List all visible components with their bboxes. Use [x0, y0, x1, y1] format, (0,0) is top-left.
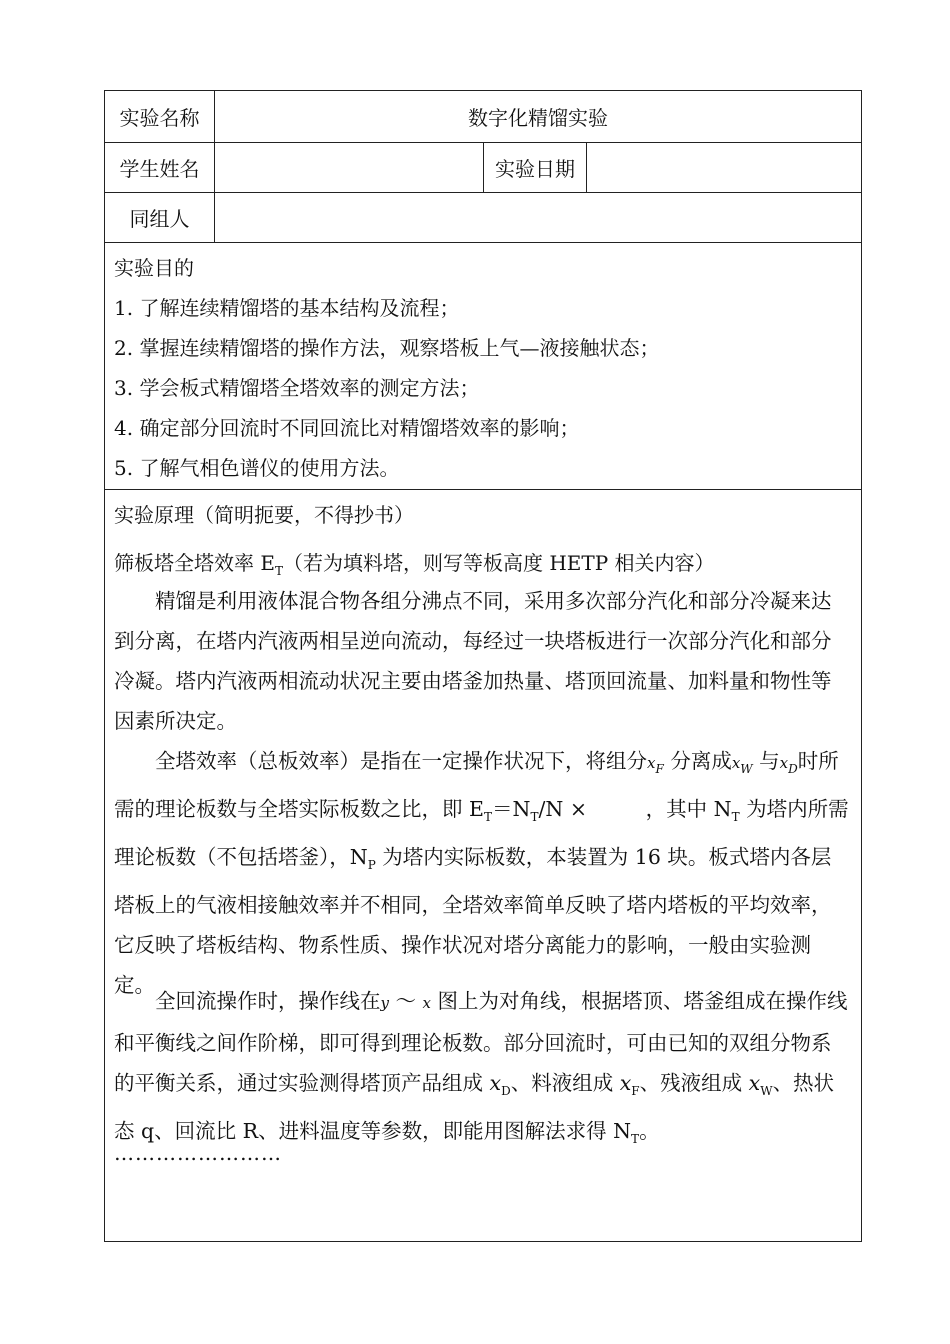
group-members-label: 同组人 [129, 207, 190, 231]
row-group-members [105, 193, 861, 243]
objective-item: 3. 学会板式精馏塔全塔效率的测定方法； [114, 376, 480, 400]
objectives-title: 实验目的 [114, 256, 194, 280]
experiment-name-value[interactable]: 数字化精馏实验 [214, 91, 861, 142]
section-objectives [105, 243, 861, 490]
experiment-report-form [104, 90, 862, 1242]
principle-subtitle: 筛板塔全塔效率 $E_T$（若为填料塔，则写等板高度 HETP 相关内容） [114, 551, 715, 578]
principle-paragraph-2: 全塔效率（总板效率）是指在一定操作状况下，将组分$x_F$ 分离成$x_W$ 与$x_D$时所需的理论板数与全塔实际板数之比，即 $E_T=N_T/N$ × ，其中 $N_T$ 为塔内所需理论板数（不包括塔釜），$N_P$ 为塔内实际板数，本装置为 16 块。板式塔内各层塔板上的气液相接触效率并不相同，全塔效率简单反映了塔内塔板的平均效率，它反映了塔板结构、物系性质、操作状况对塔分离能力的影响，一般由实验测定。 [114, 749, 849, 997]
principle-paragraph-3: 全回流操作时，操作线在y ～ x 图上为对角线，根据塔顶、塔釜组成在操作线和平衡线之间作阶梯，即可得到理论板数。部分回流时，可由已知的双组分物系的平衡关系，通过实验测得塔顶产品组成 $x_D$、料液组成 $x_F$、残液组成 $x_W$、热状态 q、回流比 R、进料温度等参数，即能用图解法求得 $N_T$。 [114, 989, 848, 1146]
objective-item: 2. 掌握连续精馏塔的操作方法，观察塔板上气—液接触状态； [114, 336, 660, 360]
row-experiment-name [105, 91, 861, 143]
objective-item: 1. 了解连续精馏塔的基本结构及流程； [114, 296, 460, 320]
experiment-date-field[interactable] [586, 143, 861, 192]
principle-title: 实验原理（简明扼要，不得抄书） [114, 503, 414, 527]
continuation-ellipsis: …………………… [114, 1141, 282, 1165]
objective-item: 5. 了解气相色谱仪的使用方法。 [114, 456, 400, 480]
student-name-field[interactable] [214, 143, 483, 192]
principle-paragraph-1: 精馏是利用液体混合物各组分沸点不同，采用多次部分汽化和部分冷凝来达到分离，在塔内汽液两相呈逆向流动，每经过一块塔板进行一次部分汽化和部分冷凝。塔内汽液两相流动状况主要由塔釜加热量、塔顶回流量、加料量和物性等因素所决定。 [114, 589, 832, 733]
experiment-name-label: 实验名称 [119, 106, 200, 130]
experiment-date-label: 实验日期 [483, 143, 586, 192]
student-name-label: 学生姓名 [119, 157, 200, 181]
group-members-field[interactable] [214, 193, 861, 242]
objective-item: 4. 确定部分回流时不同回流比对精馏塔效率的影响； [114, 416, 580, 440]
row-student-date [105, 143, 861, 193]
